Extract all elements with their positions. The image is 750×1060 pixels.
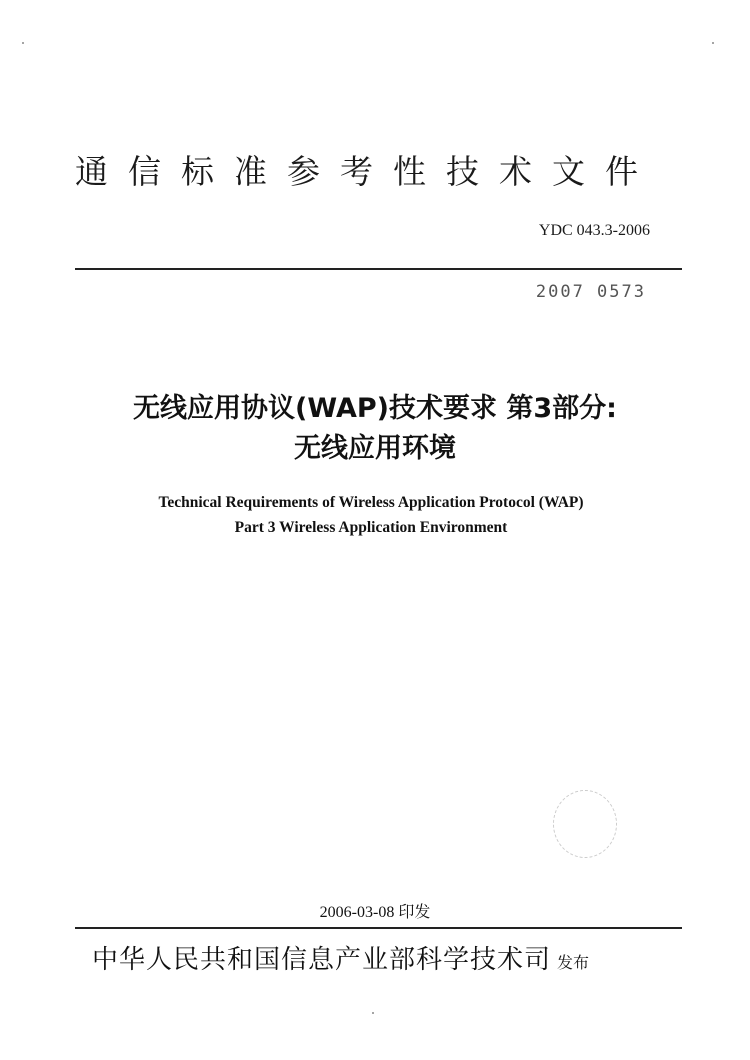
title-english-line-1: Technical Requirements of Wireless Application Protocol (WAP) xyxy=(158,494,584,511)
scan-speck xyxy=(712,42,714,44)
archive-stamp-number: 2007 0573 xyxy=(535,282,646,302)
scan-speck xyxy=(372,1012,374,1014)
scan-speck xyxy=(22,42,24,44)
document-number: YDC 043.3-2006 xyxy=(538,222,650,239)
publish-action-label: 发布 xyxy=(557,953,590,972)
footer-divider xyxy=(75,927,682,929)
title-english-line-2: Part 3 Wireless Application Environment xyxy=(234,519,508,536)
document-type-heading: 通信标准参考性技术文件 xyxy=(75,152,658,191)
title-chinese-line-2: 无线应用环境 xyxy=(294,433,456,464)
header-divider xyxy=(75,268,682,270)
publisher-organization: 中华人民共和国信息产业部科学技术司 xyxy=(92,945,552,975)
issue-date: 2006-03-08 印发 xyxy=(319,904,431,921)
title-chinese-line-1: 无线应用协议(WAP)技术要求 第3部分: xyxy=(133,393,617,424)
publisher-line xyxy=(92,939,589,976)
faded-seal-mark xyxy=(553,790,617,858)
